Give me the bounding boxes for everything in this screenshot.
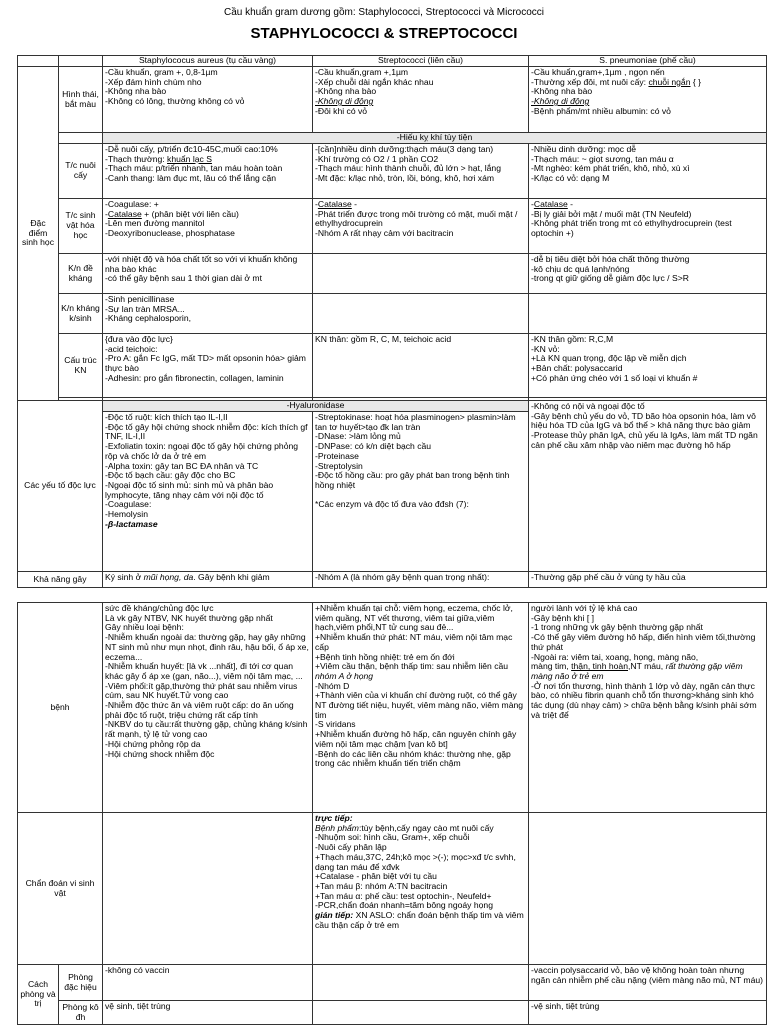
text-line: -Không nha bào	[531, 86, 593, 97]
text-span: chuỗi ngắn	[648, 76, 691, 87]
text-line: -NKBV do tụ cầu:rất thường gặp, chủng kháng k/sinh rất mạnh, tỷ lệ tử vong cao	[105, 719, 308, 740]
text-line: -Mt đặc: k/lạc nhỏ, tròn, lồi, bóng, khô, hơi xám	[315, 173, 495, 184]
text-line: -Nhóm A rất nhạy cảm với bacitracin	[315, 228, 454, 239]
text-line: -Catalase + (phân biệt với liên cầu)	[105, 208, 239, 219]
text-line: -Deoxyribonuclease, phosphatase	[105, 228, 235, 239]
text-line: -Không di động	[315, 96, 374, 107]
text-line	[315, 662, 526, 681]
text-line: -Khí trường có O2 / 1 phần CO2	[315, 153, 439, 164]
cell-staph-hinh-thai	[103, 67, 313, 133]
text-line: -Cầu khuẩn, gram +, 0,8-1µm	[105, 67, 218, 77]
row-kn-khang-ks	[18, 294, 767, 334]
cell-strep-svhh	[313, 199, 529, 254]
text-line: -Streptolysin	[315, 460, 363, 471]
text-span: rất thường gặp viêm màng não ở trẻ em	[531, 661, 743, 681]
cell-strep-hinh-thai	[313, 67, 529, 133]
row-label-cau-truc: Cấu trúc KN	[59, 334, 103, 398]
text-span: -Thạch thường:	[105, 153, 168, 164]
text-line: -Phát triển được trong môi trường có mật, muối mật / ethylhydrocuprein	[315, 208, 518, 229]
row-label-sinh-vat-hoa-hoc: T/c sinh vật hóa học	[59, 199, 103, 254]
text-line: -Độc tố hồng cầu: pro gây phát ban trong bệnh tinh hồng nhiệt	[315, 470, 510, 490]
text-line: -Proteinase	[315, 450, 359, 461]
text-line: -Bệnh do các liên cầu nhóm khác: thường nhẹ, gặp trong các nhiễm khuẩn tiến triển chậm	[315, 748, 511, 769]
empty-cell	[529, 294, 767, 334]
text-line: -Alpha toxin: gây tan BC ĐA nhân và TC	[105, 460, 259, 471]
text-line: -K/lạc có vỏ: dạng M	[531, 173, 610, 184]
text-line: -KN thân gồm: R,C,M	[531, 334, 614, 344]
empty-cell	[103, 813, 313, 965]
text-line: trực tiếp:	[315, 813, 353, 823]
document-subtitle: Cầu khuẩn gram dương gồm: Staphylococci, Streptococci và Micrococci	[223, 7, 545, 18]
row-kn-de-khang	[18, 254, 767, 294]
cell-staph-nuoi-cay	[103, 144, 313, 199]
row-nuoi-cay	[18, 144, 767, 199]
text-line: -Không nha bào	[105, 86, 167, 97]
text-line: -Xếp đám hình chùm nho	[105, 76, 202, 87]
cell-strep-benh	[313, 603, 529, 813]
text-line: -Cầu khuẩn,gram+,1µm , ngọn nến	[531, 67, 665, 77]
text-line: -Coagulase:	[105, 499, 152, 510]
text-line: -Dễ nuôi cấy, p/triển đc10-45C,muối cao:10%	[105, 144, 278, 154]
text-line: -Độc tố gây hội chứng shock nhiễm độc: kích thích gf TNF, IL-I,II	[105, 421, 308, 442]
comparison-table-part-2	[17, 602, 767, 1025]
text-line: -Gây bệnh chủ yếu do vỏ, TD bão hòa opsonin hóa, làm vô hiệu hóa TD của IgG và bổ thể > khả năng thực bào giảm	[531, 410, 756, 431]
text-span: màng tim,	[531, 661, 572, 672]
text-line: -Hội chứng shock nhiễm độc	[105, 748, 215, 759]
text-line: -Nhiễm độc thức ăn và viêm ruột cấp: do ăn uống phải độc tố ruột, triệu chứng rất cấp tính	[105, 700, 294, 720]
cell-pneumo-doc-luc	[529, 401, 767, 572]
cell-staph-benh	[103, 603, 313, 813]
text-line: -Sự lan tràn MRSA...	[105, 303, 185, 314]
text-line: -Pro A: gắn Fc IgG, mất TD> mất opsonin hóa> giảm thực bào	[105, 353, 306, 374]
text-line: người lành với tỷ lệ khá cao	[531, 603, 638, 613]
text-span: -Thường xếp đôi, mt nuôi cấy:	[531, 76, 649, 87]
text-line: -Gây bệnh khi [ ]	[531, 612, 595, 623]
row-benh	[18, 603, 767, 813]
text-line: -Exfoliatin toxin: ngoại độc tố gây hội chứng phỏng rộp và chốc lở da ở trẻ em	[105, 441, 299, 461]
text-line: -Viêm phổi:ít gặp,thường thứ phát sau nhiễm virus cúm, sau NK huyết.Tử vong cao	[105, 680, 298, 701]
text-span: { }	[690, 76, 702, 87]
text-line: -Ngoại độc tố sinh mủ: sinh mủ và phân bào lymphocyte, tăng nhạy cảm với nội độc tố	[105, 479, 274, 500]
empty-cell	[59, 133, 103, 144]
row-hinh-thai	[18, 67, 767, 133]
group-label-benh: bệnh	[18, 603, 103, 813]
text-span: nhóm A ở họng	[315, 670, 374, 681]
cell-strep-kha-nang: -Nhóm A (là nhóm gây bệnh quan trọng nhất):	[313, 572, 529, 588]
empty-cell	[313, 1001, 529, 1025]
row-cau-truc	[18, 334, 767, 398]
text-line: *Các enzym và độc tố đưa vào đđsh (7):	[315, 498, 469, 509]
text-span: Ký sinh ở	[105, 572, 144, 582]
text-line: -Catalase -	[315, 199, 358, 209]
text-line: -Streptokinase: hoạt hóa plasminogen> plasmin>làm tan tơ huyết>tạo đk lan tràn	[315, 412, 516, 432]
text-span: khuẩn lạc S	[167, 153, 212, 164]
text-span: Bệnh phẩm	[315, 822, 359, 833]
text-line: -Hemolysin	[105, 509, 148, 520]
text-line: -Mt nghèo: kém phát triển, khô, nhỏ, xù xì	[531, 163, 690, 174]
cell-pneumo-cau-truc	[529, 334, 767, 398]
cell-staph-de-khang	[103, 254, 313, 294]
text-line: -acid teichoic:	[105, 343, 158, 354]
text-span: -	[351, 199, 358, 209]
group-label-kha-nang: Khả năng gây	[18, 572, 103, 588]
text-line: -Thạch máu: hình thành chuỗi, đủ lớn > hạt, lắng	[315, 163, 501, 174]
text-span: + (phân biệt với liên cầu)	[141, 208, 239, 219]
document-title: STAPHYLOCOCCI & STREPTOCOCCI	[250, 25, 518, 42]
text-line: Là vk gây NTBV, NK huyết thường gặp nhất	[105, 612, 273, 623]
text-line: -trong qt giữ giống dễ giảm độc lực / S>R	[531, 273, 689, 284]
text-line: -Độc tố ruột: kích thích tạo IL-I,II	[105, 412, 228, 422]
cell-pneumo-svhh	[529, 199, 767, 254]
text-line: -Nhuộm soi: hình cầu, Gram+, xếp chuỗi	[315, 832, 470, 843]
cell-pneumo-benh	[529, 603, 767, 813]
text-line: -Không phát triển trong mt có ethylhydrocuprein (test optochin +)	[531, 218, 732, 239]
text-span: Catalase	[533, 199, 568, 209]
row-label-phong-dac-hieu: Phòng đặc hiệu	[59, 965, 103, 1001]
text-line	[531, 662, 764, 681]
text-line: +Bệnh tinh hồng nhiệt: trẻ em ốn đới	[315, 651, 455, 662]
text-span: :tùy bệnh,cấy ngay cào mt nuôi cấy	[358, 822, 494, 833]
cell-pneumo-phong-dh: -vaccin polysaccarid vỏ, bảo vệ không hoàn toàn nhưng ngăn cản nhiễm phế cầu nặng (viêm màng não mủ, NT máu)	[529, 965, 767, 1001]
empty-cell	[313, 965, 529, 1001]
row-chan-doan	[18, 813, 767, 965]
empty-cell	[529, 813, 767, 965]
text-line: -Có thể gây viêm đường hô hấp, điển hình viêm tối,thường thứ phát	[531, 632, 756, 652]
text-line: Gây nhiều loại bệnh:	[105, 622, 184, 633]
text-line: -Độc tố bạch cầu: gây độc cho BC	[105, 470, 236, 481]
row-label-nuoi-cay: T/c nuôi cấy	[59, 144, 103, 199]
corner-cell	[18, 56, 59, 67]
text-line: -DNase: >làm lỏng mủ	[315, 431, 401, 442]
text-line: -Lên men đường mannitol	[105, 218, 205, 229]
text-line: -có thể gây bệnh sau 1 thời gian dài ở mt	[105, 273, 262, 284]
cell-strep-doc-luc	[313, 412, 529, 572]
text-span: thận, tinh hoàn	[571, 661, 628, 672]
merged-hyaluronidase-cell: -Hyaluronidase	[103, 401, 529, 412]
text-span: XN ASLO: chẩn đoán bệnh thấp tim và viêm cầu thận cấp ở trẻ em	[315, 910, 524, 930]
header-row	[18, 56, 767, 67]
text-line: +Tan máu β: nhóm A:TN bacitracin	[315, 880, 448, 891]
row-label-kn-de-khang: K/n đề kháng	[59, 254, 103, 294]
cell-staph-phong-dh: -không có vaccin	[103, 965, 313, 1001]
text-line: -Bị ly giải bởi mật / muối mật (TN Neufeld)	[531, 208, 692, 219]
text-line: -Nhiễm khuẩn ngoài da: thường gặp, hay gây những NT sinh mủ như mụn nhọt, đinh râu, hậu bối, ổ áp xe, eczema...	[105, 632, 309, 662]
text-line: -Sinh penicillinase	[105, 294, 175, 304]
cell-staph-phong-kdh: vệ sinh, tiệt trùng	[103, 1001, 313, 1025]
text-line: -Nuôi cấy phân lập	[315, 842, 387, 853]
cell-staph-svhh	[103, 199, 313, 254]
empty-cell	[313, 254, 529, 294]
text-line: -1 trong những vk gây bệnh thường gặp nhất	[531, 622, 703, 633]
text-line: -Adhesin: pro gắn fibronectin, collagen, laminin	[105, 372, 284, 383]
text-line: -S viridans	[315, 719, 356, 730]
text-line: -Cầu khuẩn,gram +,1µm	[315, 67, 409, 77]
text-span: mũi họng, da	[143, 572, 194, 582]
row-kha-nang-gay	[18, 572, 767, 588]
text-line	[315, 911, 526, 930]
text-line: -Coagulase: +	[105, 199, 159, 209]
group-label-dac-diem: Đặc điểm sinh học	[18, 67, 59, 401]
text-span: ,NT máu,	[628, 661, 666, 672]
text-span: +Viêm cầu thận, bệnh thấp tim: sau nhiễm liên cầu	[315, 661, 509, 672]
cell-pneumo-phong-kdh: -vệ sinh, tiệt trùng	[529, 1001, 767, 1025]
text-line: +Catalase - phân biệt với tụ cầu	[315, 871, 437, 882]
col-header-strep: Streptococci (liên cầu)	[313, 56, 529, 67]
group-label-yeu-to: Các yếu tố độc lực	[18, 401, 103, 572]
col-header-staph: Staphylococus aureus (tụ cầu vàng)	[103, 56, 313, 67]
text-line: +Tan máu α: phế cầu: test optochin-, Neufeld+	[315, 890, 492, 901]
text-line: -Nhiễm khuẩn huyết: [là vk ...nhất], đi tới cơ quan khác gây ổ áp xe (gan, não...), viêm nội tâm mạc, ...	[105, 661, 303, 681]
text-span: . Gây bệnh khi giảm	[193, 572, 270, 582]
text-line: +Nhiễm khuẩn tại chỗ: viêm họng, eczema, chốc lở, viêm quầng, NT vết thương, viêm tai giữa,viêm hạch,viêm phổi,NT tử cung sau đẻ...	[315, 603, 513, 633]
text-span: gián tiếp:	[315, 910, 354, 921]
text-line: -Catalase -	[531, 199, 574, 209]
cell-pneumo-nuoi-cay	[529, 144, 767, 199]
text-line: {đưa vào độc lực}	[105, 334, 173, 344]
cell-staph-cau-truc	[103, 334, 313, 398]
cell-staph-kha-nang	[103, 572, 313, 588]
text-line: -Bệnh phẩm/mt nhiều albumin: có vỏ	[531, 105, 671, 116]
text-line: -Protease thủy phân IgA, chủ yếu là IgAs, làm mất TD ngăn cản phế cầu xâm nhập vào niêm mạc đường hô hấp	[531, 430, 758, 450]
text-line: -Thạch máu: ~ giọt sương, tan máu α	[531, 153, 674, 164]
text-line: -với nhiệt độ và hóa chất tốt so với vi khuẩn không nha bào khác	[105, 254, 298, 274]
group-label-phong: Cách phòng và trị	[18, 965, 59, 1025]
row-phong-dac-hieu	[18, 965, 767, 1001]
text-line: -Xếp chuỗi dài ngắn khác nhau	[315, 76, 434, 87]
cell-staph-khang-ks	[103, 294, 313, 334]
group-label-chan-doan: Chẩn đoán vi sinh vật	[18, 813, 103, 965]
text-line: -Kháng cephalosporin,	[105, 313, 191, 324]
text-line: -kô chịu dc quá lạnh/nóng	[531, 263, 630, 274]
text-line: -DNPase: có k/n diệt bạch cầu	[315, 441, 432, 452]
cell-pneumo-kha-nang: -Thường gặp phế cầu ở vùng ty hầu của	[529, 572, 767, 588]
cell-pneumo-hinh-thai	[529, 67, 767, 133]
row-label-phong-kdh: Phòng kô đh	[59, 1001, 103, 1025]
cell-pneumo-de-khang	[529, 254, 767, 294]
text-line: -PCR,chẩn đoán nhanh=tăm bông ngoáy họng	[315, 900, 493, 911]
text-line: -Không di động	[531, 96, 590, 107]
text-line: -Đôi khi có vỏ	[315, 105, 368, 116]
cell-chan-doan	[313, 813, 529, 965]
text-line: -Không có nội và ngoại độc tố	[531, 401, 645, 411]
text-line: +Bản chất: polysaccarid	[531, 363, 623, 374]
cell-strep-nuoi-cay	[313, 144, 529, 199]
text-line: +Nhiễm khuẩn đường hô hấp, căn nguyên chính gây viêm nội tâm mạc chậm [van kô bt]	[315, 729, 517, 749]
text-line: -Nhiều dinh dưỡng: mọc dễ	[531, 144, 637, 154]
empty-cell	[313, 294, 529, 334]
corner-cell	[59, 56, 103, 67]
text-line: +Là KN quan trọng, độc lập về miễn dịch	[531, 353, 687, 364]
comparison-table-part-1	[17, 55, 767, 588]
text-line: -KN vỏ:	[531, 343, 560, 354]
cell-staph-doc-luc	[103, 412, 313, 572]
col-header-pneumo: S. pneumoniae (phế cầu)	[529, 56, 767, 67]
text-line: -Canh thang: làm đục mt, lâu có thể lắng cặn	[105, 173, 277, 184]
text-line: -Không có lông, thường không có vỏ	[105, 96, 245, 107]
text-line: -Thạch máu: p/triển nhanh, tan máu hoàn toàn	[105, 163, 283, 174]
merged-hieu-ky-cell: -Hiếu kỵ khí tùy tiện	[103, 133, 767, 144]
text-line: -β-lactamase	[105, 518, 158, 529]
row-hyaluronidase	[18, 401, 767, 412]
text-line: +Có phản ứng chéo với 1 số loại vi khuẩn #	[531, 372, 698, 383]
cell-strep-cau-truc: KN thân: gồm R, C, M, teichoic acid	[313, 334, 529, 398]
text-line: +Thành viên của vi khuẩn chí đường ruột, có thể gây NT đường tiết niệu, huyết, viêm màng não, viêm màng tim	[315, 690, 524, 720]
text-line: -Không nha bào	[315, 86, 377, 97]
row-label-hinh-thai: Hình thái, bắt màu	[59, 67, 103, 133]
text-line: -Ở nơi tổn thương, hình thành 1 lớp vỏ dày, ngăn cản thực bào, có nhiều fibrin quanh chỗ tổn thương>kháng sinh khó tác dụng (dù nhạy cảm) > chữa bệnh bằng k/sinh phải sớm và triệt để	[531, 680, 757, 720]
row-phong-kdh	[18, 1001, 767, 1025]
text-span: Catalase	[317, 199, 352, 209]
text-line: -dễ bị tiêu diệt bởi hóa chất thông thường	[531, 254, 690, 264]
text-line: -[cần]nhiều dinh dưỡng:thạch máu(3 dạng tan)	[315, 144, 494, 154]
row-label-kn-khang-ks: K/n kháng k/sinh	[59, 294, 103, 334]
text-line: -Nhóm D	[315, 680, 350, 691]
text-line: +Nhiễm khuẩn thứ phát: NT máu, viêm nội tâm mạc cấp	[315, 632, 513, 652]
text-line: +Thạch máu,37C, 24h;kô mọc >(-); mọc>xđ t/c svhh, dạng tan máu để xđvk	[315, 851, 516, 872]
text-line: sức đề kháng/chủng độc lực	[105, 603, 214, 613]
text-line: -Ngoài ra: viêm tai, xoang, họng, màng não,	[531, 651, 699, 662]
row-sinh-vat-hoa-hoc	[18, 199, 767, 254]
text-span: -	[567, 199, 574, 209]
text-line: -Hội chứng phỏng rộp da	[105, 738, 201, 749]
text-span: Catalase	[107, 208, 142, 219]
row-hieu-ky	[18, 133, 767, 144]
